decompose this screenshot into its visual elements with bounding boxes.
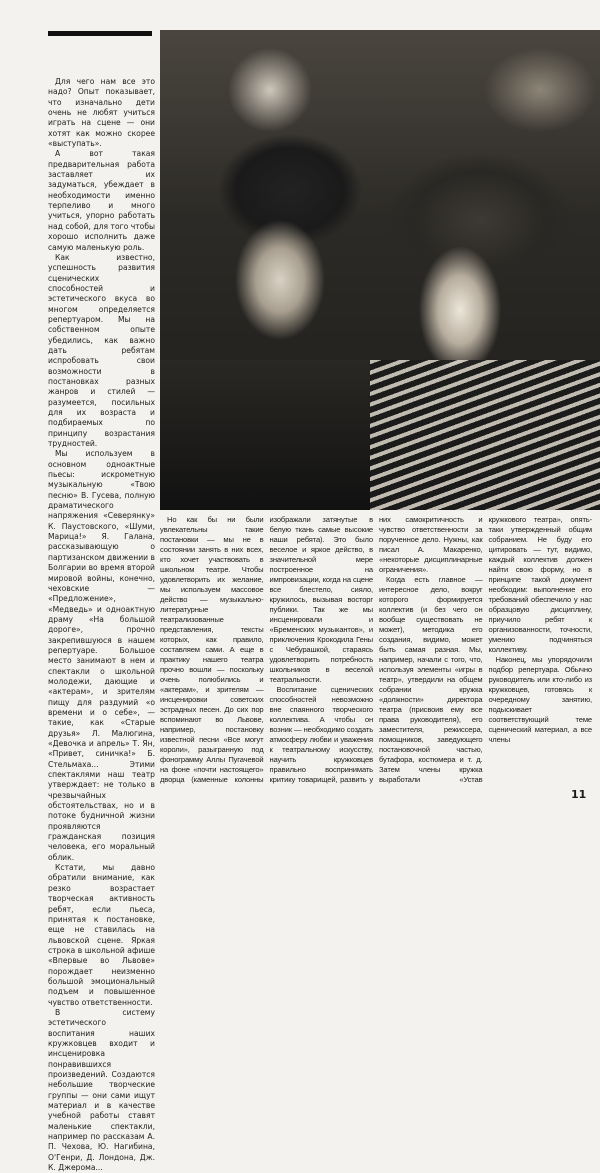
paragraph: Как известно, успешность развития сценических способностей и эстетического вкуса во многом определяется репертуаром. Мы на собственном опыте убедились, как важно дать ребятам испробовать свои возможности в постановках разных жанров и стилей — разумеется, посильных для их возраста и подбираемых по принципу возрастания трудностей. [48,252,155,449]
paragraph: Мы используем в основном одноактные пьесы: искрометную музыкальную «Твою песню» В. Гусева, полную драматического напряжения «Северянку» К. Паустовского, «Шуми, Марица!» Я. Галана, рассказывающую о партизанском движении в Болгарии во время второй мировой войны, конечно, чеховские — «Предложение», «Медведь» и одноактную драму «На большой дороге», прочно закрепившуюся в нашем репертуаре. Большое место занимают в нем и спектакли о школьной молодежи, дающие и «актерам», и зрителям пищу для раздумий «о времени и о себе», — такие, как «Старые друзья» Л. Малюгина, «Девочка и апрель» Т. Ян, «Привет, синичка!» Б. Стельмаха... Этими спектаклями наш театр утверждает: не только в чрезвычайных обстоятельствах, но и в потоке будничной жизни проявляются гражданская позиция человека, его моральный облик. [48,449,155,862]
paragraph: Наконец, мы упорядочили подбор репертуара. Обычно руководитель или кто-либо из кружковцев, готовясь к очередному занятию, подыскивает соответствующий теме сценический материал, а все члены [488,655,592,744]
paragraph: Но как бы ни были увлекательны такие постановки — мы не в состоянии занять в них всех, кто хочет участвовать в школьном театре. Чтобы удовлетворить их желание, мы используем массовое действо — музыкально-литературные театрализованные представления, тексты которых, как правило, составляем сами. А еще в практику нашего театра прочно вошли — поскольку очень полюбились и «актерам», и зрителям — инсценировки советских эстрадных песен. До сих пор вспоминают во Львове, например, постановку известной песни «Все могут короли», разыгранную под фонограмму Аллы Пугачевой на фоне «почти настоящего» дворца (каменные колонны изображали затянутые в белую ткань самые высокие наши ребята). Это было веселое и яркое действо, в значительной мере построенное на импровизации, когда на сцене все блестело, сияло, кружилось, вызывая восторг публики. Так же мы инсценировали и «Бременских музыкантов», и приключения Крокодила Гены с Чебурашкой, стараясь удовлетворить потребность школьников в веселой театральности. [160,515,373,784]
paragraph: Когда есть главное — интересное дело, вокруг которого формируется коллектив (и без чего он вообще существовать не может), методика его создания, видимо, может быть самая разная. Мы, например, начали с того, что, используя элементы «игры в театр», утвердили на общем собрании кружка «должности» директора театра (присвоив ему все права руководителя), его заместителя, режиссера, помощников, заведующего постановочной частью, бутафора, костюмера и т. д. Затем члены кружка выработали «Устав кружкового театра», опять-таки утвержденный общим собранием. Не буду его цитировать — тут, видимо, каждый коллектив должен найти свою форму, но в принципе такой документ необходим: выполнение его требований обеспечило у нас образцовую дисциплину, приучило ребят к организованности, точности, умению подчиняться коллективу. [379,515,592,784]
photo-striped-sweater [370,360,600,510]
paragraph: А вот такая предварительная работа заставляет их задуматься, убеждает в необходимости именно терпеливо и много учиться, упорно работать над собой, для того чтобы хорошо исполнить даже самую маленькую роль. [48,149,155,252]
photo-children-audience [160,30,600,510]
paragraph: Воспитание сценических способностей невозможно вне спаянного творческого коллектива. А чтобы он возник — необходимо создать атмосферу любви и уважения к театральному искусству, научить кружковцев правильно воспринимать критику товарищей, развить у них самокритичность и чувство ответственности за порученное дело. Нужны, как писал А. Макаренко, «некоторые дисциплинарные ограничения». [269,515,483,784]
paragraph: В систему эстетического воспитания наших кружковцев входит и инсценировка понравившихся произведений. Создаются небольшие творческие группы — они сами ищут материал и в качестве учебной работы ставят маленькие спектакли, например по рассказам А. П. Чехова, Ю. Нагибина, О'Генри, Д. Лондона, Дж. К. Джерома... [48,1007,155,1173]
bottom-text-columns [160,515,592,787]
decorative-rule [48,31,152,36]
paragraph: Для чего нам все это надо? Опыт показывает, что изначально дети очень не любят учиться играть на сцене — они хотят как можно скорее «выступать». [48,77,155,149]
page-number: 11 [571,788,587,801]
paragraph: Кстати, мы давно обратили внимание, как резко возрастает творческая активность ребят, если пьеса, принятая к постановке, еще не ставилась на львовской сцене. Яркая строка в школьной афише «Впервые во Львове» порождает неизменно большой эмоциональный подъем и повышенное чувство ответственности. [48,863,155,1007]
left-text-column [48,77,155,1173]
photo-dark-clothing [160,360,370,510]
